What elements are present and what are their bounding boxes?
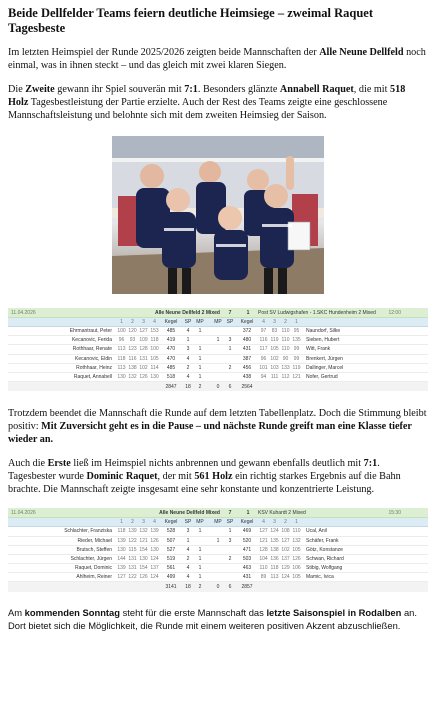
scorecard-first-team [8,508,428,591]
home-kegel: 528 [166,528,176,535]
column-header: 2 [131,519,134,526]
home-score: 7 [228,509,232,516]
away-lane-score: 110 [281,328,290,335]
away-lane-score: 83 [271,328,278,335]
home-lane-score: 122 [128,574,137,581]
home-kegel: 519 [166,555,176,562]
home-player-name: Rothhaar, Heinz [76,364,112,371]
player-row [8,546,428,555]
away-match-point: 1 [216,537,220,544]
away-lane-score: 110 [281,346,290,353]
text-run: Tagesbestleistung der Partie erzielte. Auch der Rest des Teams zeigte eine geschlossene Mannschaftsleistung und belohnte sich mit dem zweiten Heimsieg der Saison. [8,97,388,121]
match-date: 11.04.2026 [11,309,36,316]
home-set-points: 4 [186,574,190,581]
away-lane-score: 138 [270,546,279,553]
home-lane-score: 153 [150,328,159,335]
away-score: 1 [246,309,250,316]
home-match-point: 1 [198,374,202,381]
away-kegel: 431 [242,346,252,353]
paragraph-second-team [8,83,428,122]
away-kegel: 431 [242,574,252,581]
home-lane-score: 130 [150,374,159,381]
home-lane-score: 126 [139,574,148,581]
home-set-points: 4 [186,374,190,381]
emphasis-text: 518 Holz [8,84,406,108]
home-kegel: 507 [166,537,176,544]
home-match-point: 1 [198,555,202,562]
home-lane-score: 100 [117,328,126,335]
column-header: 3 [273,319,276,325]
away-team: Post SV Ludwigshafen - 1.SKC Hundenheim 2 Mixed [258,309,376,316]
home-player-name: Rothhaar, Renate [72,346,112,353]
emphasis-text: Annabell Raquet [279,84,354,95]
column-header: 3 [273,519,276,526]
column-header: 4 [153,319,156,325]
column-header: 4 [262,319,265,325]
away-player-name: Stibig, Wolfgang [306,565,343,572]
home-set-points: 4 [186,565,190,572]
emphasis-text: kommenden Sonntag [24,606,120,618]
home-match-point: 1 [198,364,202,371]
away-lane-score: 127 [281,537,290,544]
home-lane-score: 130 [117,546,126,553]
home-lane-score: 154 [139,546,148,553]
away-lane-score: 133 [281,364,290,371]
home-player-name: Raquet, Dominic [75,565,112,572]
home-lane-score: 138 [128,364,137,371]
away-lane-score: 89 [260,574,267,581]
home-lane-score: 124 [150,555,159,562]
away-lane-score: 106 [292,565,301,572]
scorecard-second-team [8,308,428,391]
away-lane-score: 118 [270,565,279,572]
away-lane-score: 99 [293,346,300,353]
home-lane-score: 154 [139,565,148,572]
home-lane-score: 126 [150,537,159,544]
away-kegel: 438 [242,374,252,381]
away-score: 1 [246,509,250,516]
paragraph-table-position [8,407,428,446]
home-match-point: 1 [198,574,202,581]
away-lane-score: 128 [259,546,268,553]
text-run: , der mit [157,471,195,483]
home-set-points: 3 [186,528,190,535]
text-run: Die [8,84,26,95]
column-header: MP [196,519,204,526]
home-lane-score: 93 [129,337,136,344]
text-run: ein richtig starkes Ergebnis auf die Bahn brachte. Die Mannschaft zeigte insgesamt eine sehr konstante und konzentrierte Leistung. [8,471,401,496]
column-header: 1 [295,519,298,526]
away-lane-score: 126 [292,555,301,562]
away-lane-score: 108 [281,528,290,535]
home-lane-score: 131 [128,565,137,572]
away-player-name: Schäfer, Frank [306,537,339,544]
home-team: Alle Neune Dellfeld 2 Mixed [154,309,220,316]
home-lane-score: 126 [139,374,148,381]
home-lane-score: 118 [117,355,126,362]
away-set-points: 2 [228,364,232,371]
column-header: SP [226,319,234,325]
home-lane-score: 118 [117,528,126,535]
column-header: Kegel [164,319,178,325]
home-lane-score: 109 [139,337,148,344]
home-lane-score: 122 [128,537,137,544]
home-score: 7 [228,309,232,316]
emphasis-text: Dominic Raquet [86,471,158,483]
player-row [8,564,428,573]
home-set-points: 1 [186,537,190,544]
player-row [8,527,428,536]
team-photo [112,136,324,294]
home-player-name: Schlachter, Franziska [64,528,112,535]
totals-row [8,582,428,591]
home-player-name: Rieder, Michael [77,537,112,544]
away-lane-score: 119 [270,337,279,344]
home-lane-score: 137 [150,565,159,572]
away-team: KSV Kuhardt 2 Mixed [258,509,306,516]
home-set-points: 2 [186,364,190,371]
away-lane-score: 124 [270,528,279,535]
column-header: MP [214,319,222,325]
column-header: 4 [262,519,265,526]
text-run: noch einmal, was in ihnen steckt – und das gleich mit zwei klaren Siegen. [8,47,426,71]
home-total-kegel: 2847 [165,383,177,390]
away-kegel: 372 [242,328,252,335]
away-lane-score: 112 [281,374,290,381]
away-lane-score: 116 [259,337,268,344]
home-kegel: 518 [166,374,176,381]
column-header: 3 [142,319,145,325]
home-match-point: 1 [198,565,202,572]
home-lane-score: 115 [128,546,137,553]
column-header: Kegel [240,519,254,526]
away-total-sp: 6 [228,383,232,390]
home-lane-score: 113 [117,364,126,371]
column-header: SP [184,319,192,325]
home-match-point: 1 [198,355,202,362]
home-lane-score: 113 [117,346,126,353]
home-kegel: 419 [166,337,176,344]
paragraph-first-team [8,457,428,496]
text-run: , die mit [353,84,391,95]
home-lane-score: 131 [139,355,148,362]
away-lane-score: 132 [292,537,301,544]
player-row [8,555,428,564]
away-lane-score: 101 [259,364,268,371]
match-time: 15:30 [388,509,401,516]
home-lane-score: 96 [118,337,125,344]
away-lane-score: 90 [282,355,289,362]
away-player-name: Mamic, Ivica [306,574,334,581]
away-lane-score: 129 [281,565,290,572]
home-match-point: 1 [198,546,202,553]
away-lane-score: 94 [260,374,267,381]
home-match-point: 1 [198,328,202,335]
away-lane-score: 111 [270,374,279,381]
away-total-sp: 6 [228,584,232,591]
away-lane-score: 113 [270,574,279,581]
player-row [8,336,428,345]
away-kegel: 463 [242,565,252,572]
home-kegel: 470 [166,355,176,362]
away-lane-score: 102 [281,546,290,553]
home-lane-score: 130 [150,546,159,553]
column-header: 1 [120,519,123,526]
home-lane-score: 128 [139,346,148,353]
scorecard-column-headers [8,318,428,327]
home-lane-score: 132 [128,374,137,381]
column-header: 3 [142,519,145,526]
totals-row [8,382,428,391]
home-lane-score: 124 [150,574,159,581]
home-match-point: 1 [198,346,202,353]
home-lane-score: 116 [128,355,137,362]
away-player-name: Nofer, Gertrud [306,374,338,381]
column-header: 1 [295,319,298,325]
away-player-name: Naundorf, Silke [306,328,341,335]
player-row [8,537,428,546]
away-player-name: Ucal, Anil [306,528,327,535]
home-lane-score: 131 [128,555,137,562]
column-header: 2 [284,519,287,526]
home-player-name: Brutsch, Steffen [76,546,112,553]
home-lane-score: 139 [150,528,159,535]
home-lane-score: 139 [117,537,126,544]
text-run: gewann ihr Spiel souverän mit [54,84,185,95]
emphasis-text: 7:1 [184,84,198,95]
away-total-mp: 0 [216,584,220,591]
player-row [8,345,428,354]
away-player-name: Dallinger, Marcel [306,364,344,371]
away-lane-score: 119 [292,364,301,371]
away-kegel: 387 [242,355,252,362]
match-date: 11.04.2026 [11,509,36,516]
home-total-sp: 18 [185,383,191,390]
away-set-points: 3 [228,337,232,344]
paragraph-outlook [8,606,428,632]
home-lane-score: 123 [128,346,137,353]
paragraph-intro [8,46,428,72]
emphasis-text: Mit Zuversicht geht es in die Pause – und nächste Runde greift man eine Klasse tiefer wieder an. [8,421,412,446]
away-lane-score: 135 [292,337,301,344]
home-player-name: Ehrmantraut, Peter [69,328,112,335]
away-kegel: 480 [242,337,252,344]
home-set-points: 3 [186,346,190,353]
emphasis-text: 7:1 [363,458,378,470]
away-total-mp: 0 [216,383,220,390]
away-lane-score: 135 [270,537,279,544]
scorecard-header [8,508,428,518]
away-lane-score: 104 [259,555,268,562]
home-player-name: Kecanovic, Ferida [71,337,112,344]
away-set-points: 1 [228,528,232,535]
home-lane-score: 105 [150,355,159,362]
emphasis-text: 561 Holz [194,471,233,483]
home-set-points: 2 [186,555,190,562]
home-lane-score: 121 [139,537,148,544]
emphasis-text: Erste [47,458,71,470]
home-lane-score: 130 [139,555,148,562]
column-header: 4 [153,519,156,526]
home-team: Alle Neune Dellfeld Mixed [159,509,220,516]
home-lane-score: 132 [139,528,148,535]
home-lane-score: 130 [117,374,126,381]
away-kegel: 456 [242,364,252,371]
home-total-mp: 2 [198,383,202,390]
away-lane-score: 96 [260,355,267,362]
team-photo-image [112,136,324,294]
home-kegel: 527 [166,546,176,553]
home-player-name: Schlachter, Jürgen [70,555,112,562]
home-total-mp: 2 [198,584,202,591]
player-row [8,327,428,336]
home-match-point: 1 [198,528,202,535]
away-match-point: 1 [216,337,220,344]
home-lane-score: 120 [128,328,137,335]
away-lane-score: 110 [292,528,301,535]
home-kegel: 499 [166,574,176,581]
away-set-points: 2 [228,555,232,562]
home-lane-score: 100 [150,346,159,353]
column-header: Kegel [240,319,254,325]
home-set-points: 4 [186,328,190,335]
away-lane-score: 110 [281,337,290,344]
away-kegel: 471 [242,546,252,553]
home-lane-score: 127 [139,328,148,335]
away-player-name: Schwan, Richard [306,555,344,562]
column-header: 2 [131,319,134,325]
column-header: SP [226,519,234,526]
away-lane-score: 102 [270,355,279,362]
scorecard-header [8,308,428,318]
match-time: 12:00 [388,309,401,316]
article-title: Beide Dellfelder Teams feiern deutliche Heimsiege – zweimal Raquet Tagesbeste [8,6,373,35]
away-lane-score: 136 [270,555,279,562]
away-lane-score: 121 [292,374,301,381]
away-lane-score: 99 [293,355,300,362]
scorecard-column-headers [8,518,428,527]
home-set-points: 4 [186,546,190,553]
home-lane-score: 102 [139,364,148,371]
home-set-points: 1 [186,337,190,344]
away-set-points: 3 [228,537,232,544]
home-lane-score: 118 [150,337,159,344]
home-player-name: Raquet, Annabell [73,374,112,381]
emphasis-text: Zweite [25,84,55,95]
column-header: 2 [284,319,287,325]
text-run: Auch die [8,458,48,470]
emphasis-text: Alle Neune Dellfeld [319,47,404,58]
player-row [8,364,428,373]
home-lane-score: 144 [117,555,126,562]
home-lane-score: 127 [117,574,126,581]
home-set-points: 4 [186,355,190,362]
text-run: . Besonders glänzte [197,84,280,95]
away-kegel: 469 [242,528,252,535]
away-lane-score: 110 [259,565,268,572]
away-lane-score: 105 [292,574,301,581]
away-lane-score: 137 [281,555,290,562]
player-row [8,355,428,364]
home-kegel: 561 [166,565,176,572]
away-player-name: Brenkert, Jürgen [306,355,343,362]
text-run: steht für die erste Mannschaft das [120,606,267,618]
home-kegel: 485 [166,364,176,371]
home-kegel: 470 [166,346,176,353]
away-kegel: 520 [242,537,252,544]
away-set-points: 1 [228,346,232,353]
away-lane-score: 117 [259,346,268,353]
column-header: MP [214,519,222,526]
text-run: Im letzten Heimspiel der Runde 2025/2026 zeigten beide Mannschaften der [8,47,320,58]
away-lane-score: 103 [270,364,279,371]
away-lane-score: 97 [260,328,267,335]
text-run: Trotzdem beendet die Mannschaft die Runde auf dem letzten Tabellenplatz. Doch die Stimmung bleibt positiv: [8,408,427,433]
text-run: an. Dort bietet sich die Möglichkeit, die Runde mit einem weiteren positiven Akzent abzuschließen. [8,606,417,631]
home-total-kegel: 3141 [165,584,177,591]
emphasis-text: letzte Saisonspiel in Rodalben [266,606,402,618]
home-total-sp: 18 [185,584,191,591]
away-lane-score: 105 [270,346,279,353]
away-total-kegel: 2857 [241,584,253,591]
text-run: Am [8,606,25,618]
column-header: SP [184,519,192,526]
away-total-kegel: 2564 [241,383,253,390]
team-photo-wrap [8,136,428,294]
away-kegel: 503 [242,555,252,562]
away-player-name: Witt, Frank [306,346,331,353]
column-header: MP [196,319,204,325]
home-kegel: 485 [166,328,176,335]
player-row [8,373,428,382]
column-header: Kegel [164,519,178,526]
away-player-name: Sieben, Hubert [306,337,340,344]
away-player-name: Götz, Konstanze [306,546,343,553]
home-lane-score: 139 [128,528,137,535]
home-lane-score: 139 [117,565,126,572]
player-row [8,573,428,582]
text-run: . Tagesbester wurde [8,458,380,483]
away-lane-score: 127 [259,528,268,535]
away-lane-score: 121 [259,537,268,544]
text-run: ließ im Heimspiel nichts anbrennen und gewann ebenfalls deutlich mit [70,458,364,470]
away-lane-score: 124 [281,574,290,581]
column-header: 1 [120,319,123,325]
home-player-name: Ahlheim, Reiner [76,574,112,581]
away-lane-score: 105 [292,546,301,553]
home-player-name: Kecanovic, Eldin [75,355,112,362]
home-lane-score: 114 [150,364,159,371]
away-lane-score: 95 [293,328,300,335]
